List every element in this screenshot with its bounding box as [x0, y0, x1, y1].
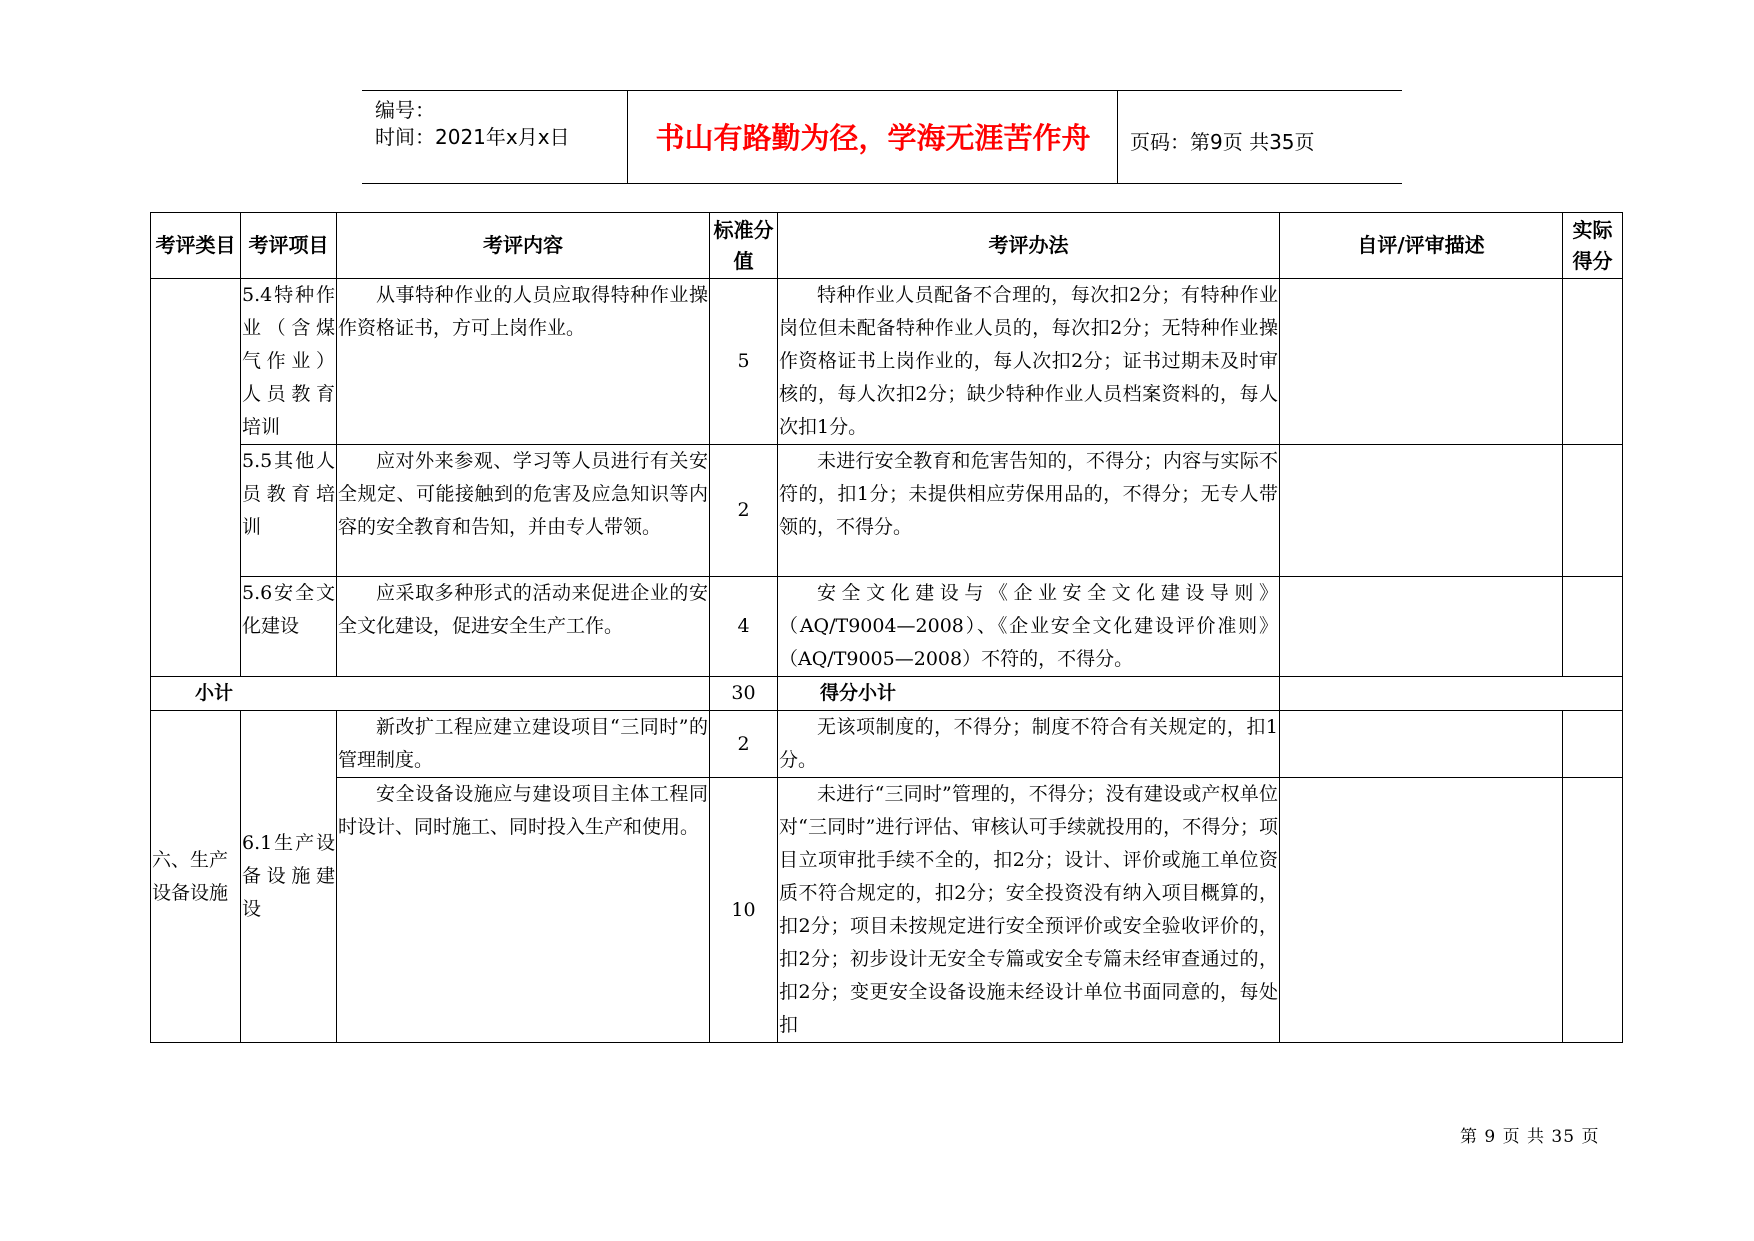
- header-method: 考评办法: [778, 213, 1280, 279]
- header-category: 考评类目: [151, 213, 241, 279]
- content-cell: 新改扩工程应建立建设项目“三同时”的管理制度。: [337, 711, 710, 778]
- self-review-cell[interactable]: [1280, 445, 1563, 577]
- header-number-label: 编号：: [375, 98, 435, 122]
- header-bottom-rule: [362, 183, 1402, 184]
- subtotal-method-label: 得分小计: [778, 677, 1280, 711]
- method-cell: 安全文化建设与《企业安全文化建设导则》（AQ/T9004—2008）、《企业安全文化建设评价准则》（AQ/T9005—2008）不符的，不得分。: [778, 577, 1280, 677]
- score-cell: 4: [710, 577, 778, 677]
- subtotal-row: [151, 677, 1623, 711]
- category-cell-empty: [151, 279, 241, 677]
- subtotal-label: 小计: [151, 677, 710, 711]
- table-header-row: [151, 213, 1623, 279]
- item-cell: 5.6安全文化建设: [241, 577, 337, 677]
- page-footer: 第 9 页 共 35 页: [1460, 1127, 1600, 1147]
- subtotal-score: 30: [710, 677, 778, 711]
- self-review-cell[interactable]: [1280, 711, 1563, 778]
- actual-score-cell[interactable]: [1563, 778, 1623, 1043]
- method-cell: 未进行安全教育和危害告知的，不得分；内容与实际不符的，扣1分；未提供相应劳保用品的，不得分；无专人带领的，不得分。: [778, 445, 1280, 577]
- content-cell: 安全设备设施应与建设项目主体工程同时设计、同时施工、同时投入生产和使用。: [337, 778, 710, 1043]
- content-cell: 从事特种作业的人员应取得特种作业操作资格证书，方可上岗作业。: [337, 279, 710, 445]
- header-top-rule: [362, 90, 1402, 91]
- actual-score-cell[interactable]: [1563, 577, 1623, 677]
- header-item: 考评项目: [241, 213, 337, 279]
- header-motto: 书山有路勤为径，学海无涯苦作舟: [655, 121, 1091, 155]
- table-row: [151, 778, 1623, 1043]
- header-self-review: 自评/评审描述: [1280, 213, 1563, 279]
- content-cell: 应采取多种形式的活动来促进企业的安全文化建设，促进安全生产工作。: [337, 577, 710, 677]
- item-cell: 5.4特种作业（含煤气作业）人员教育培训: [241, 279, 337, 445]
- score-cell: 10: [710, 778, 778, 1043]
- actual-score-cell[interactable]: [1563, 445, 1623, 577]
- evaluation-table: [150, 212, 1623, 1043]
- self-review-cell[interactable]: [1280, 778, 1563, 1043]
- header-actual-score: 实际得分: [1563, 213, 1623, 279]
- header-content: 考评内容: [337, 213, 710, 279]
- content-cell: 应对外来参观、学习等人员进行有关安全规定、可能接触到的危害及应急知识等内容的安全教育和告知，并由专人带领。: [337, 445, 710, 577]
- table-row: [151, 279, 1623, 445]
- subtotal-value-cell[interactable]: [1280, 677, 1623, 711]
- self-review-cell[interactable]: [1280, 577, 1563, 677]
- method-cell: 无该项制度的，不得分；制度不符合有关规定的，扣1分。: [778, 711, 1280, 778]
- header-page-label: 页码：第9页 共35页: [1130, 130, 1315, 154]
- item-cell: 5.5其他人员教育培训: [241, 445, 337, 577]
- table-row: [151, 445, 1623, 577]
- table-row: [151, 711, 1623, 778]
- actual-score-cell[interactable]: [1563, 711, 1623, 778]
- self-review-cell[interactable]: [1280, 279, 1563, 445]
- category-cell: 六、生产设备设施: [151, 711, 241, 1043]
- actual-score-cell[interactable]: [1563, 279, 1623, 445]
- score-cell: 2: [710, 445, 778, 577]
- method-cell: 未进行“三同时”管理的，不得分；没有建设或产权单位对“三同时”进行评估、审核认可手续就投用的，不得分；项目立项审批手续不全的，扣2分；设计、评价或施工单位资质不符合规定的，扣2分；安全投资没有纳入项目概算的，扣2分；项目未按规定进行安全预评价或安全验收评价的，扣2分；初步设计无安全专篇或安全专篇未经审查通过的，扣2分；变更安全设备设施未经设计单位书面同意的，每处扣: [778, 778, 1280, 1043]
- item-cell: 6.1生产设备设施建设: [241, 711, 337, 1043]
- table-row: [151, 577, 1623, 677]
- score-cell: 5: [710, 279, 778, 445]
- score-cell: 2: [710, 711, 778, 778]
- header-time-label: 时间：2021年x月x日: [375, 125, 570, 149]
- method-cell: 特种作业人员配备不合理的，每次扣2分；有特种作业岗位但未配备特种作业人员的，每次扣2分；无特种作业操作资格证书上岗作业的，每人次扣2分；证书过期未及时审核的，每人次扣2分；缺少特种作业人员档案资料的，每人次扣1分。: [778, 279, 1280, 445]
- header-standard-score: 标准分值: [710, 213, 778, 279]
